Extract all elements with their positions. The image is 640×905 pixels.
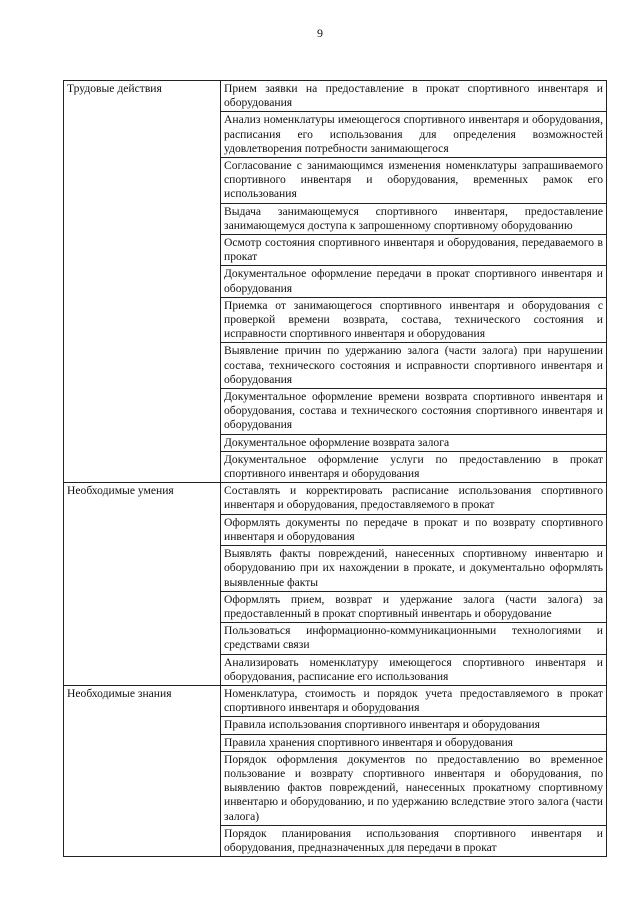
section-item: Приемка от занимающегося спортивного инвентаря и оборудования с проверкой времени возврата, состава, технического состояния и исправности спортивного инвентаря и оборудования [221, 297, 607, 343]
section-item: Оформлять документы по передаче в прокат и по возврату спортивного инвентаря и оборудования [221, 514, 607, 545]
section-item: Выдача занимающемуся спортивного инвентаря, предоставление занимающемуся доступа к запрошенному спортивному оборудованию [221, 203, 607, 234]
section-item: Документальное оформление возврата залога [221, 434, 607, 451]
page-number: 9 [317, 26, 323, 40]
table-row [64, 81, 607, 112]
section-item: Прием заявки на предоставление в прокат спортивного инвентаря и оборудования [221, 81, 607, 112]
section-item: Документальное оформление передачи в прокат спортивного инвентаря и оборудования [221, 266, 607, 297]
table-row [64, 685, 607, 716]
section-item: Выявление причин по удержанию залога (части залога) при нарушении состава, технического состояния и исправности спортивного инвентаря и оборудования [221, 343, 607, 389]
section-item: Выявлять факты повреждений, нанесенных спортивному инвентарю и оборудованию при их нахождении в прокате, и документально оформлять выявленные факты [221, 546, 607, 592]
section-item: Анализировать номенклатуру имеющегося спортивного инвентаря и оборудования, расписание его использования [221, 654, 607, 685]
section-item: Оформлять прием, возврат и удержание залога (части залога) за предоставленный в прокат спортивный инвентарь и оборудование [221, 591, 607, 622]
section-item: Номенклатура, стоимость и порядок учета предоставляемого в прокат спортивного инвентаря и оборудования [221, 685, 607, 716]
section-item: Документальное оформление времени возврата спортивного инвентаря и оборудования, состава и технического состояния спортивного инвентаря и оборудования [221, 389, 607, 435]
section-item: Порядок оформления документов по предоставлению во временное пользование и возврату спортивного инвентаря и оборудования, по выявлению фактов повреждений, нанесенных прокатному спортивному инвентарю и оборудованию, и по удержанию вследствие этого залога (части залога) [221, 751, 607, 825]
section-item: Документальное оформление услуги по предоставлению в прокат спортивного инвентаря и оборудования [221, 451, 607, 482]
section-item: Составлять и корректировать расписание использования спортивного инвентаря и оборудования, предоставляемого в прокат [221, 483, 607, 514]
competency-table [63, 80, 607, 857]
section-item: Порядок планирования использования спортивного инвентаря и оборудования, предназначенных для передачи в прокат [221, 825, 607, 856]
section-label: Необходимые умения [64, 483, 221, 686]
section-item: Правила хранения спортивного инвентаря и оборудования [221, 734, 607, 751]
section-item: Правила использования спортивного инвентаря и оборудования [221, 717, 607, 734]
section-label: Трудовые действия [64, 81, 221, 483]
section-item: Пользоваться информационно-коммуникационными технологиями и средствами связи [221, 623, 607, 654]
section-item: Анализ номенклатуры имеющегося спортивного инвентаря и оборудования, расписания его использования для определения возможностей удовлетворения потребности занимающегося [221, 112, 607, 158]
table-row [64, 483, 607, 514]
section-label: Необходимые знания [64, 685, 221, 856]
section-item: Согласование с занимающимся изменения номенклатуры запрашиваемого спортивного инвентаря и оборудования, временных рамок его использования [221, 158, 607, 204]
section-item: Осмотр состояния спортивного инвентаря и оборудования, передаваемого в прокат [221, 235, 607, 266]
